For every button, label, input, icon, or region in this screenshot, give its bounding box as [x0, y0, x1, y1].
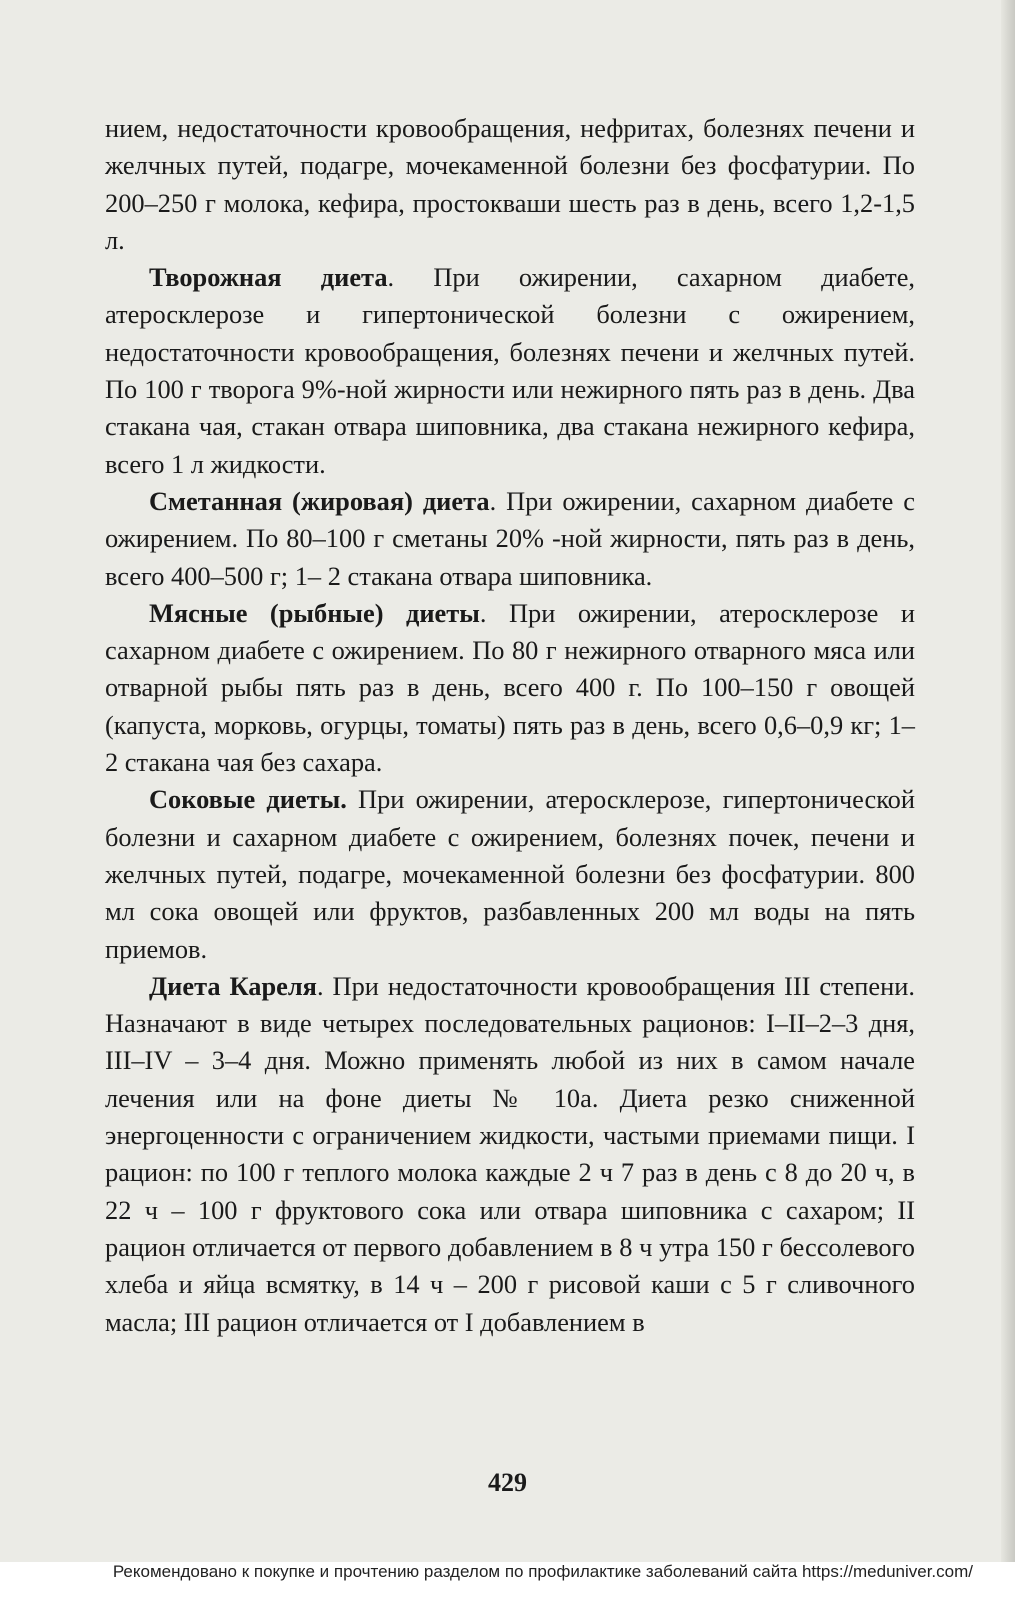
paragraph-karel-diet	[105, 968, 915, 1341]
paragraph-lead: Мясные (рыбные) диеты	[149, 597, 480, 628]
paragraph-text: . При недостаточности кровообращения III степени. Назначают в виде четырех последовательных рационов: I–II–2–3 дня, III–IV – 3–4 дня. Можно применять любой из них в самом начале лечения или на фоне диеты № 10а. Диета резко сниженной энергоценности с ограничением жидкости, частыми приемами пищи. I рацион: по 100 г теплого молока каждые 2 ч 7 раз в день с 8 до 20 ч, в 22 ч – 100 г фруктового сока или отвара шиповника с сахаром; II рацион отличается от первого добавлением в 8 ч утра 150 г бессолевого хлеба и яйца всмятку, в 14 ч – 200 г рисовой каши с 5 г сливочного масла; III рацион отличается от I добавлением в	[105, 970, 915, 1337]
paragraph-meat-fish-diet	[105, 595, 915, 781]
paragraph-sour-cream-diet	[105, 483, 915, 595]
paragraph-text: При ожирении, атеросклерозе, гипертонической болезни и сахарном диабете с ожирением, болезнях почек, печени и желчных путей, подагре, мочекаменной болезни без фосфатурии. 800 мл сока овощей или фруктов, разбавленных 200 мл воды на пять приемов.	[105, 784, 915, 964]
paragraph-text: . При ожирении, сахарном диабете с ожирением. По 80–100 г сметаны 20% -ной жирности, пять раз в день, всего 400–500 г; 1– 2 стакана отвара шиповника.	[105, 485, 915, 591]
footer-banner	[0, 1562, 1015, 1601]
paragraph-text: . При ожирении, сахарном диабете, атеросклерозе и гипертонической болезни с ожирением, недостаточности кровообращения, болезнях печени и желчных путей. По 100 г творога 9%-ной жирности или нежирного пять раз в день. Два стакана чая, стакан отвара шиповника, два стакана нежирного кефира, всего 1 л жидкости.	[105, 262, 916, 479]
paragraph-continuation	[105, 110, 915, 259]
page-number: 429	[488, 1468, 527, 1497]
paragraph-lead: Сметанная (жировая) диета	[149, 485, 490, 516]
paragraph-text: . При ожирении, атеросклерозе и сахарном диабете с ожирением. По 80 г нежирного отварного мяса или отварной рыбы пять раз в день, всего 400 г. По 100–150 г овощей (капуста, морковь, огурцы, томаты) пять раз в день, всего 0,6–0,9 кг; 1–2 стакана чая без сахара.	[105, 597, 915, 778]
paragraph-lead: Соковые диеты.	[149, 784, 347, 815]
paragraph-curd-diet	[105, 259, 915, 483]
paragraph-lead: Творожная диета	[149, 262, 388, 293]
paragraph-text: нием, недостаточности кровообращения, нефритах, болезнях печени и желчных путей, подагре, мочекаменной болезни без фосфатурии. По 200–250 г молока, кефира, простокваши шесть раз в день, всего 1,2-1,5 л.	[105, 113, 915, 255]
footer-text: Рекомендовано к покупке и прочтению разделом по профилактике заболеваний сайта https://meduniver.com/	[112, 1562, 973, 1581]
paragraph-juice-diet	[105, 781, 915, 967]
page-body	[105, 110, 915, 1341]
paragraph-lead: Диета Кареля	[149, 970, 317, 1001]
